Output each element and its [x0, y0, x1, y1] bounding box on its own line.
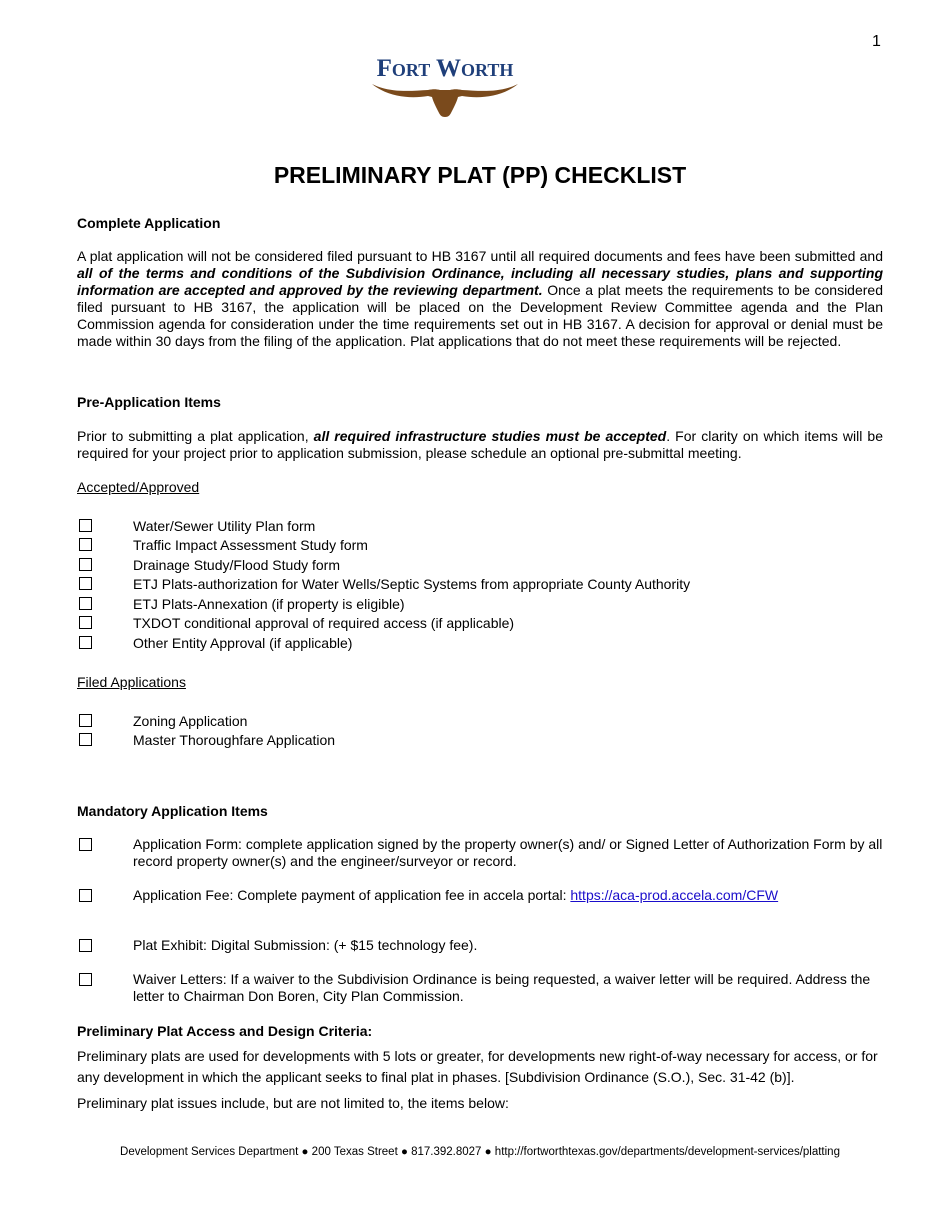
application-form-item: Application Form: complete application signed by the property owner(s) and/ or Signed Letter of Authorization Form by all record property owner(s) and the engineer/surveyor or record. — [133, 836, 883, 869]
checkbox[interactable] — [79, 597, 92, 610]
pre-application-paragraph — [77, 428, 883, 462]
complete-application-emphasis: all of the terms and conditions of the Subdivision Ordinance, including all necessary studies, plans and supporting information are accepted and approved by the reviewing department. — [77, 265, 883, 298]
pre-application-heading: Pre-Application Items — [77, 394, 221, 410]
document-title: PRELIMINARY PLAT (PP) CHECKLIST — [273, 162, 687, 188]
checkbox[interactable] — [79, 519, 92, 532]
checklist-item-label: Drainage Study/Flood Study form — [133, 557, 340, 573]
mandatory-items-heading: Mandatory Application Items — [77, 803, 268, 819]
pre-application-emphasis: all required infrastructure studies must be accepted — [313, 428, 667, 444]
access-design-paragraph-2: Preliminary plat issues include, but are not limited to, the items below: — [77, 1095, 509, 1111]
application-fee-text: Application Fee: Complete payment of application fee in accela portal: — [133, 887, 571, 903]
complete-application-text-2: Once a plat meets the requirements to be considered filed pursuant to HB 3167, the application will be placed on the Development Review Committee agenda and the Plan Commission agenda for consideration under the time requirements set out in HB 3167. A decision for approval or denial must be made within 30 days from the filing of the application. Plat applications that do not meet these requirements will be rejected. — [77, 282, 883, 349]
page-number: 1 — [872, 33, 881, 50]
waiver-letters-item: Waiver Letters: If a waiver to the Subdivision Ordinance is being requested, a waiver letter will be required. Address the letter to Chairman Don Boren, City Plan Commission. — [133, 971, 871, 1004]
checkbox[interactable] — [79, 577, 92, 590]
pre-application-text-2: . For clarity on which items will be required for your project prior to application submission, please schedule an optional pre-submittal meeting. — [77, 428, 883, 461]
filed-applications-heading: Filed Applications — [77, 674, 186, 690]
checkbox-application-form[interactable] — [79, 838, 92, 851]
checkbox-plat-exhibit[interactable] — [79, 939, 92, 952]
accepted-approved-heading: Accepted/Approved — [77, 479, 200, 495]
checkbox[interactable] — [79, 714, 92, 727]
checkbox-waiver-letters[interactable] — [79, 973, 92, 986]
access-design-paragraph-1: Preliminary plats are used for developments with 5 lots or greater, for developments new right-of-way necessary for access, or for any development in which the applicant seeks to final plat in phases. [Subdivision Ordinance (S.O.), Sec. 31-42 (b)]. — [77, 1048, 878, 1085]
access-design-heading: Preliminary Plat Access and Design Criteria: — [77, 1023, 373, 1039]
checklist-item-label: Water/Sewer Utility Plan form — [133, 518, 316, 534]
fort-worth-logo — [370, 54, 520, 120]
complete-application-heading: Complete Application — [77, 215, 221, 231]
checklist-item-label: Other Entity Approval (if applicable) — [133, 635, 353, 651]
logo-text: Fort Worth — [376, 55, 514, 82]
pre-application-text-1: Prior to submitting a plat application, — [77, 428, 314, 444]
page-footer: Development Services Department ● 200 Texas Street ● 817.392.8027 ● http://fortworthtexas.gov/departments/development-services/platting — [120, 1146, 840, 1158]
checklist-item-label: ETJ Plats-authorization for Water Wells/Septic Systems from appropriate County Authority — [133, 576, 691, 592]
plat-exhibit-item: Plat Exhibit: Digital Submission: (+ $15 technology fee). — [133, 937, 478, 953]
accela-portal-link[interactable]: https://aca-prod.accela.com/CFW — [570, 887, 779, 903]
checkbox-application-fee[interactable] — [79, 889, 92, 902]
longhorn-icon — [370, 81, 520, 121]
checklist-item-label: ETJ Plats-Annexation (if property is eligible) — [133, 596, 405, 612]
checkbox[interactable] — [79, 636, 92, 649]
checkbox[interactable] — [79, 733, 92, 746]
checkbox[interactable] — [79, 616, 92, 629]
application-fee-item — [133, 887, 893, 904]
checklist-item-label: Master Thoroughfare Application — [133, 732, 336, 748]
checklist-item-label: TXDOT conditional approval of required access (if applicable) — [133, 615, 515, 631]
checkbox[interactable] — [79, 558, 92, 571]
checkbox[interactable] — [79, 538, 92, 551]
complete-application-text-1: A plat application will not be considered filed pursuant to HB 3167 until all required documents and fees have been submitted and — [77, 248, 883, 264]
complete-application-paragraph — [77, 248, 883, 350]
checklist-item-label: Traffic Impact Assessment Study form — [133, 537, 368, 553]
checklist-item-label: Zoning Application — [133, 713, 248, 729]
